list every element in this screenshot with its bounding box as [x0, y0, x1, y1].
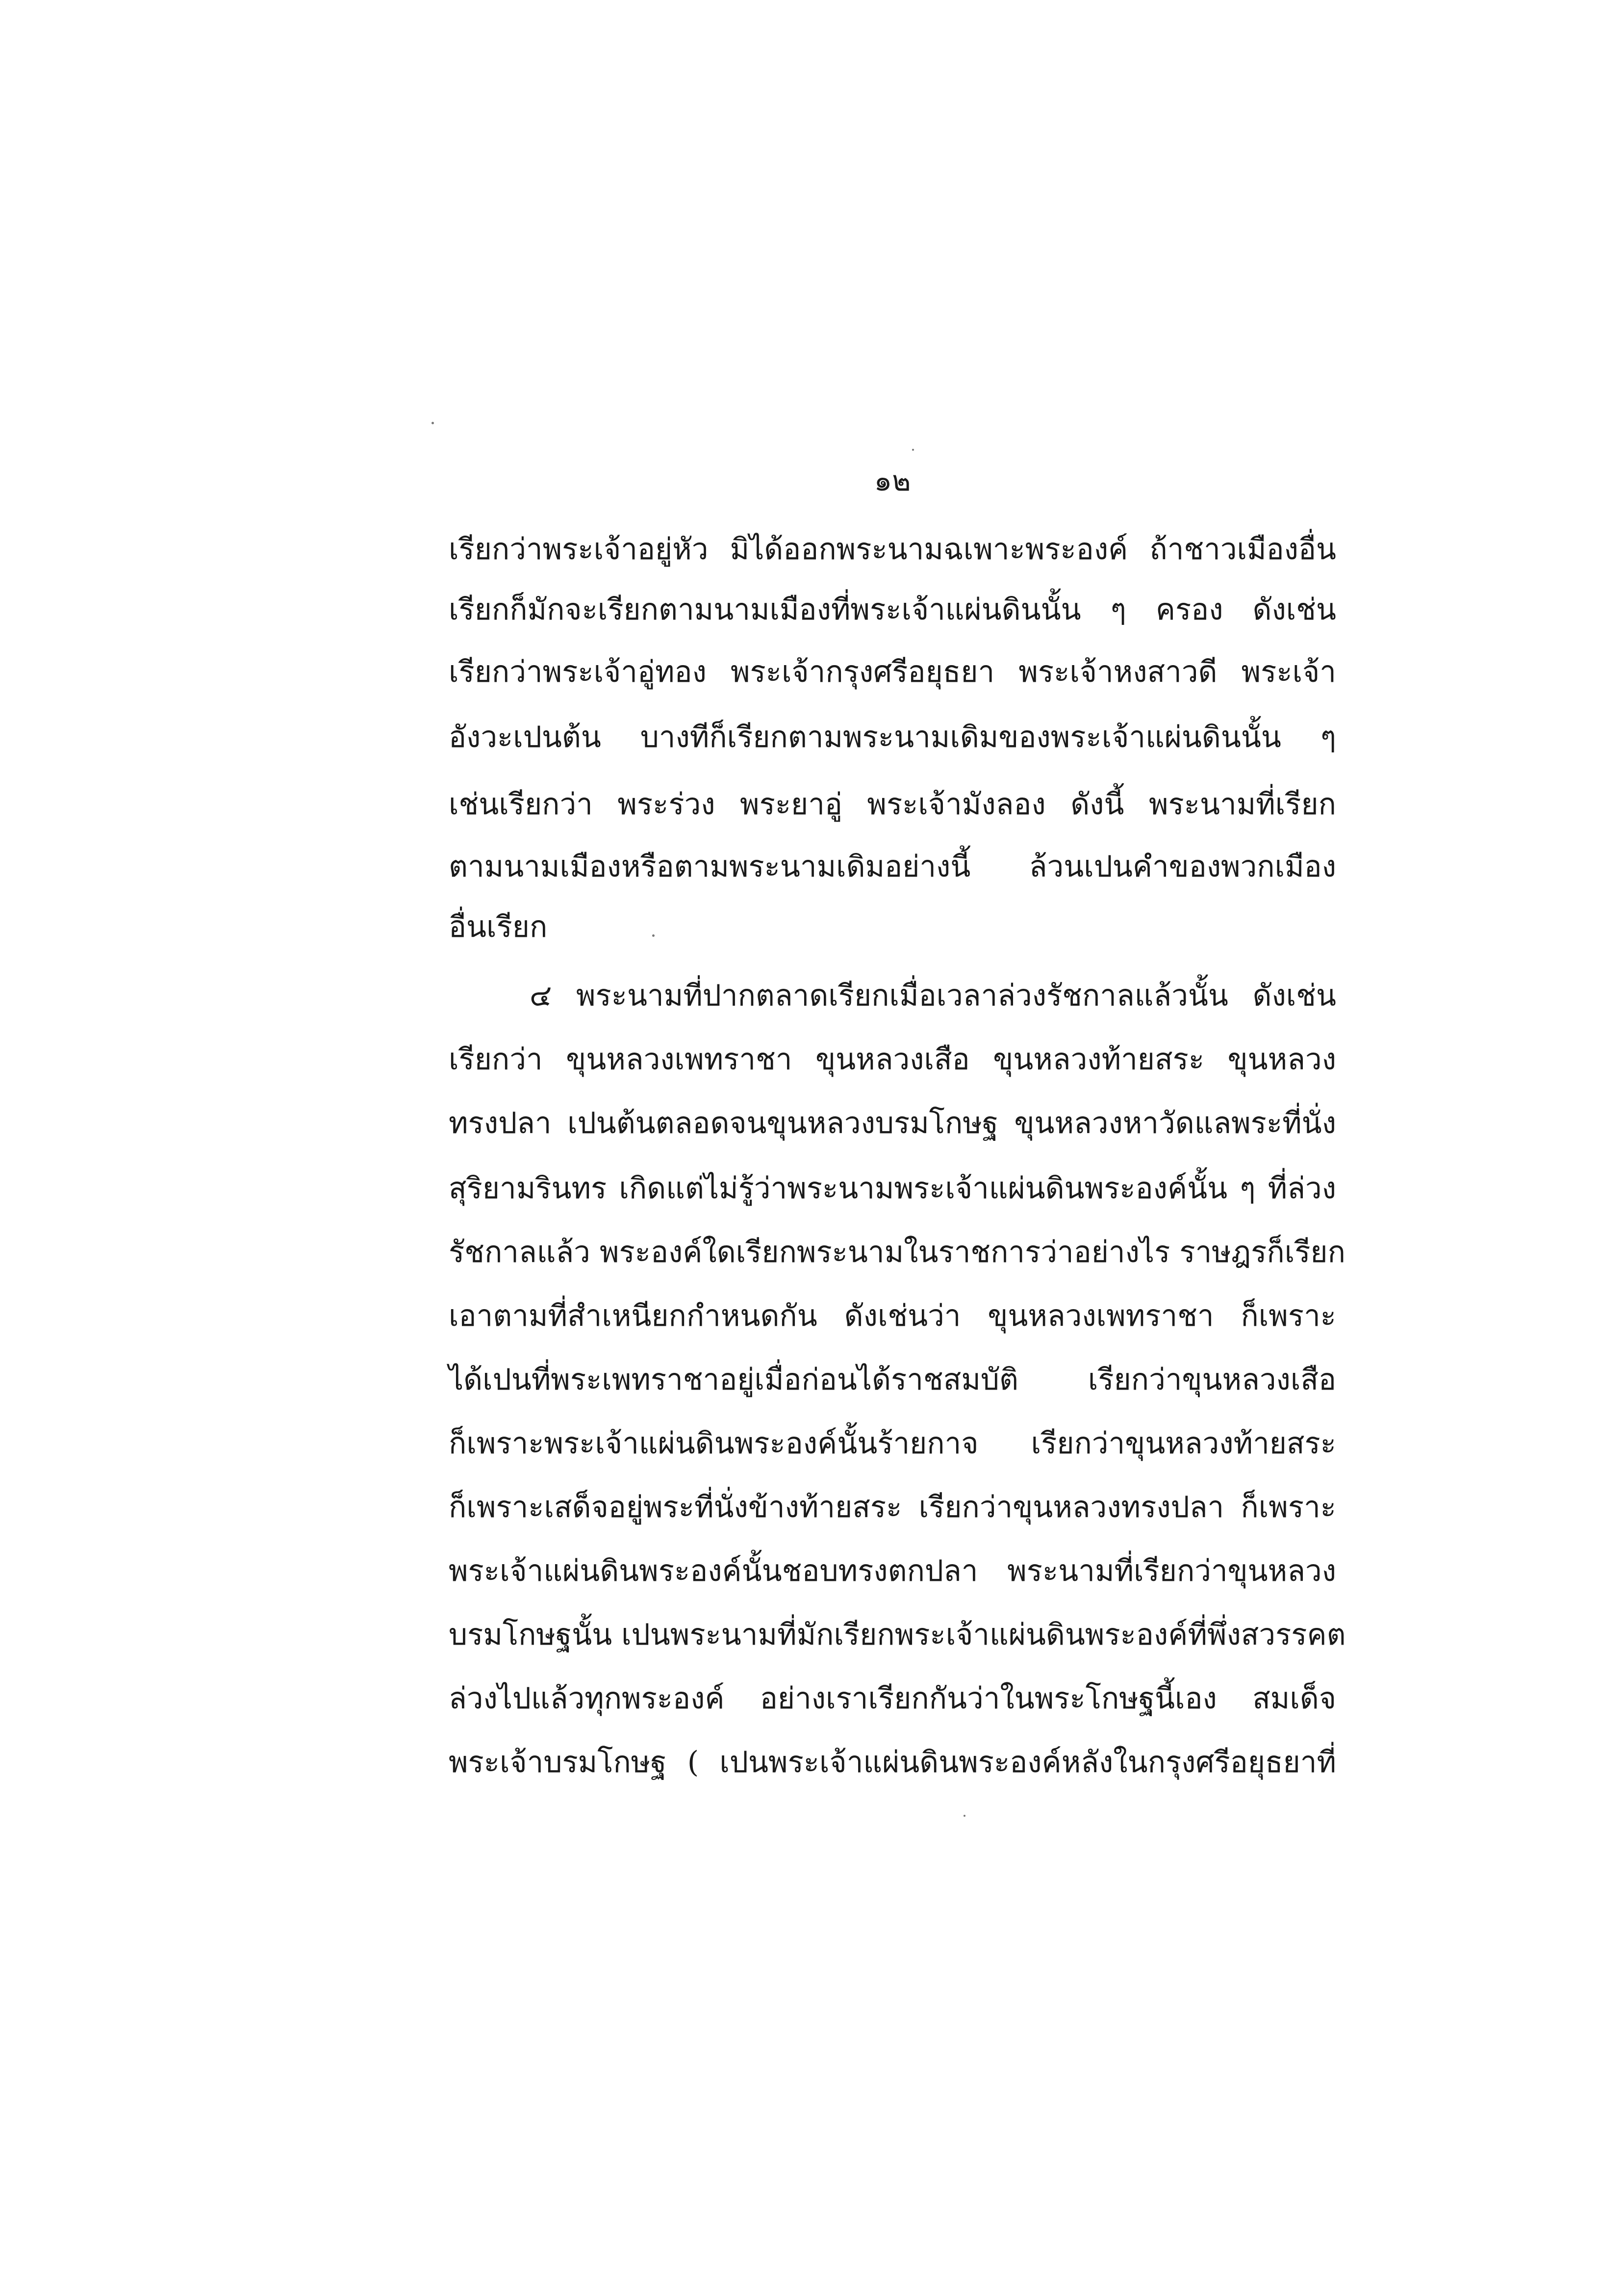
text-line: พระเจ้าบรมโกษฐ ( เปนพระเจ้าแผ่นดินพระองค์หลังในกรุงศรีอยุธยาที่	[449, 1745, 1336, 1779]
text-line: ได้เปนที่พระเพทราชาอยู่เมื่อก่อนได้ราชสมบัติ เรียกว่าขุนหลวงเสือ	[449, 1363, 1336, 1397]
scan-speck	[431, 422, 434, 424]
scan-speck	[964, 1815, 965, 1817]
text-line: เช่นเรียกว่า พระร่วง พระยาอู่ พระเจ้ามังลอง ดังนี้ พระนามที่เรียก	[449, 787, 1336, 822]
scan-speck	[912, 449, 914, 451]
scan-speck	[652, 934, 655, 937]
text-line: ทรงปลา เปนต้นตลอดจนขุนหลวงบรมโกษฐ ขุนหลวงหาวัดแลพระที่นั่ง	[449, 1106, 1336, 1140]
text-line: อังวะเปนต้น บางทีก็เรียกตามพระนามเดิมของพระเจ้าแผ่นดินนั้น ๆ	[449, 720, 1336, 754]
text-line: พระเจ้าแผ่นดินพระองค์นั้นชอบทรงตกปลา พระนามที่เรียกว่าขุนหลวง	[449, 1554, 1336, 1588]
text-line: เรียกว่าพระเจ้าอยู่หัว มิได้ออกพระนามฉเพาะพระองค์ ถ้าชาวเมืองอื่น	[449, 532, 1336, 567]
text-line: เรียกว่า ขุนหลวงเพทราชา ขุนหลวงเสือ ขุนหลวงท้ายสระ ขุนหลวง	[449, 1042, 1336, 1077]
text-line: เรียกก็มักจะเรียกตามนามเมืองที่พระเจ้าแผ่นดินนั้น ๆ ครอง ดังเช่น	[449, 593, 1336, 627]
text-line: เอาตามที่สำเหนียกกำหนดกัน ดังเช่นว่า ขุนหลวงเพทราชา ก็เพราะ	[449, 1299, 1336, 1333]
text-line: บรมโกษฐนั้น เปนพระนามที่มักเรียกพระเจ้าแผ่นดินพระองค์ที่พึ่งสวรรคต	[449, 1618, 1346, 1652]
text-line: ตามนามเมืองหรือตามพระนามเดิมอย่างนี้ ล้วนเปนคำของพวกเมือง	[449, 850, 1336, 884]
text-line: เรียกว่าพระเจ้าอู่ทอง พระเจ้ากรุงศรีอยุธยา พระเจ้าหงสาวดี พระเจ้า	[449, 655, 1336, 689]
page-number: ๑๒	[874, 464, 911, 497]
text-line: ก็เพราะเสด็จอยู่พระที่นั่งข้างท้ายสระ เรียกว่าขุนหลวงทรงปลา ก็เพราะ	[449, 1490, 1336, 1524]
text-line: รัชกาลแล้ว พระองค์ใดเรียกพระนามในราชการว่าอย่างไร ราษฎรก็เรียก	[449, 1235, 1345, 1269]
text-line: ๔ พระนามที่ปากตลาดเรียกเมื่อเวลาล่วงรัชกาลแล้วนั้น ดังเช่น	[530, 979, 1336, 1013]
text-line: อื่นเรียก	[449, 910, 548, 944]
text-line: ก็เพราะพระเจ้าแผ่นดินพระองค์นั้นร้ายกาจ เรียกว่าขุนหลวงท้ายสระ	[449, 1426, 1336, 1461]
text-line: ล่วงไปแล้วทุกพระองค์ อย่างเราเรียกกันว่าในพระโกษฐนี้เอง สมเด็จ	[449, 1681, 1336, 1716]
text-line: สุริยามรินทร เกิดแต่ไม่รู้ว่าพระนามพระเจ้าแผ่นดินพระองค์นั้น ๆ ที่ล่วง	[449, 1171, 1336, 1206]
